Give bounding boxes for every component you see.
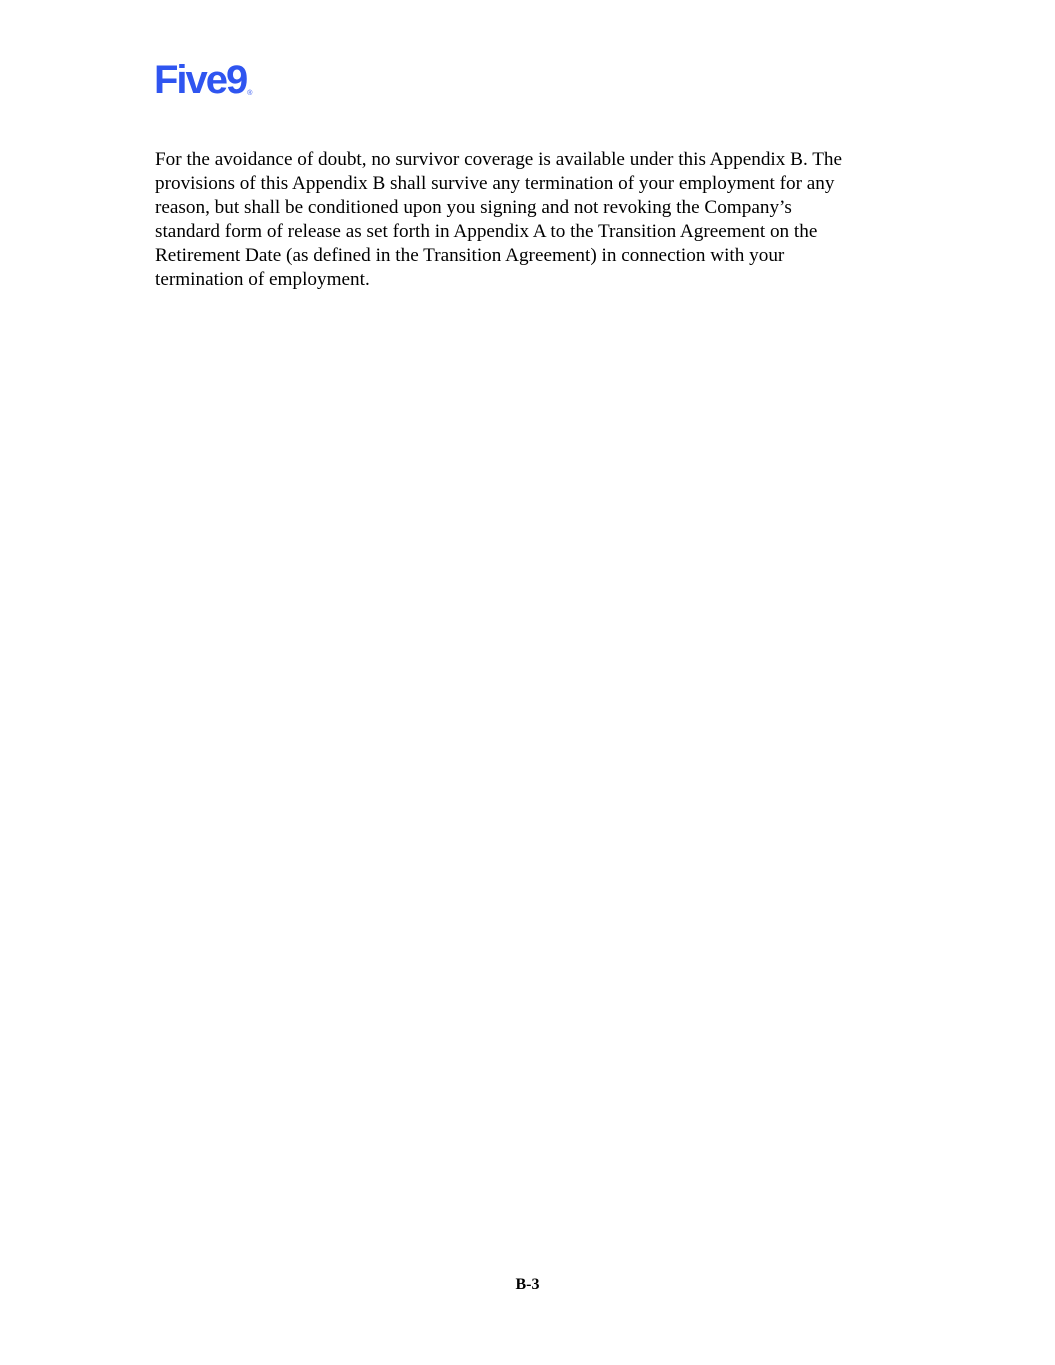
paragraph-line: provisions of this Appendix B shall survive any termination of your employment for any <box>155 173 835 194</box>
paragraph-line: termination of employment. <box>155 269 370 290</box>
page-number: B-3 <box>515 1276 540 1293</box>
registered-mark: ® <box>247 90 253 97</box>
body-paragraph <box>155 148 925 292</box>
logo-wordmark: Five9 <box>154 58 247 102</box>
five9-logo <box>154 60 252 100</box>
paragraph-line: Retirement Date (as defined in the Transition Agreement) in connection with your <box>155 245 785 266</box>
paragraph-line: For the avoidance of doubt, no survivor coverage is available under this Appendix B. The <box>155 149 843 170</box>
paragraph-line: reason, but shall be conditioned upon you signing and not revoking the Company’s <box>155 197 792 218</box>
paragraph-line: standard form of release as set forth in Appendix A to the Transition Agreement on the <box>155 221 818 242</box>
